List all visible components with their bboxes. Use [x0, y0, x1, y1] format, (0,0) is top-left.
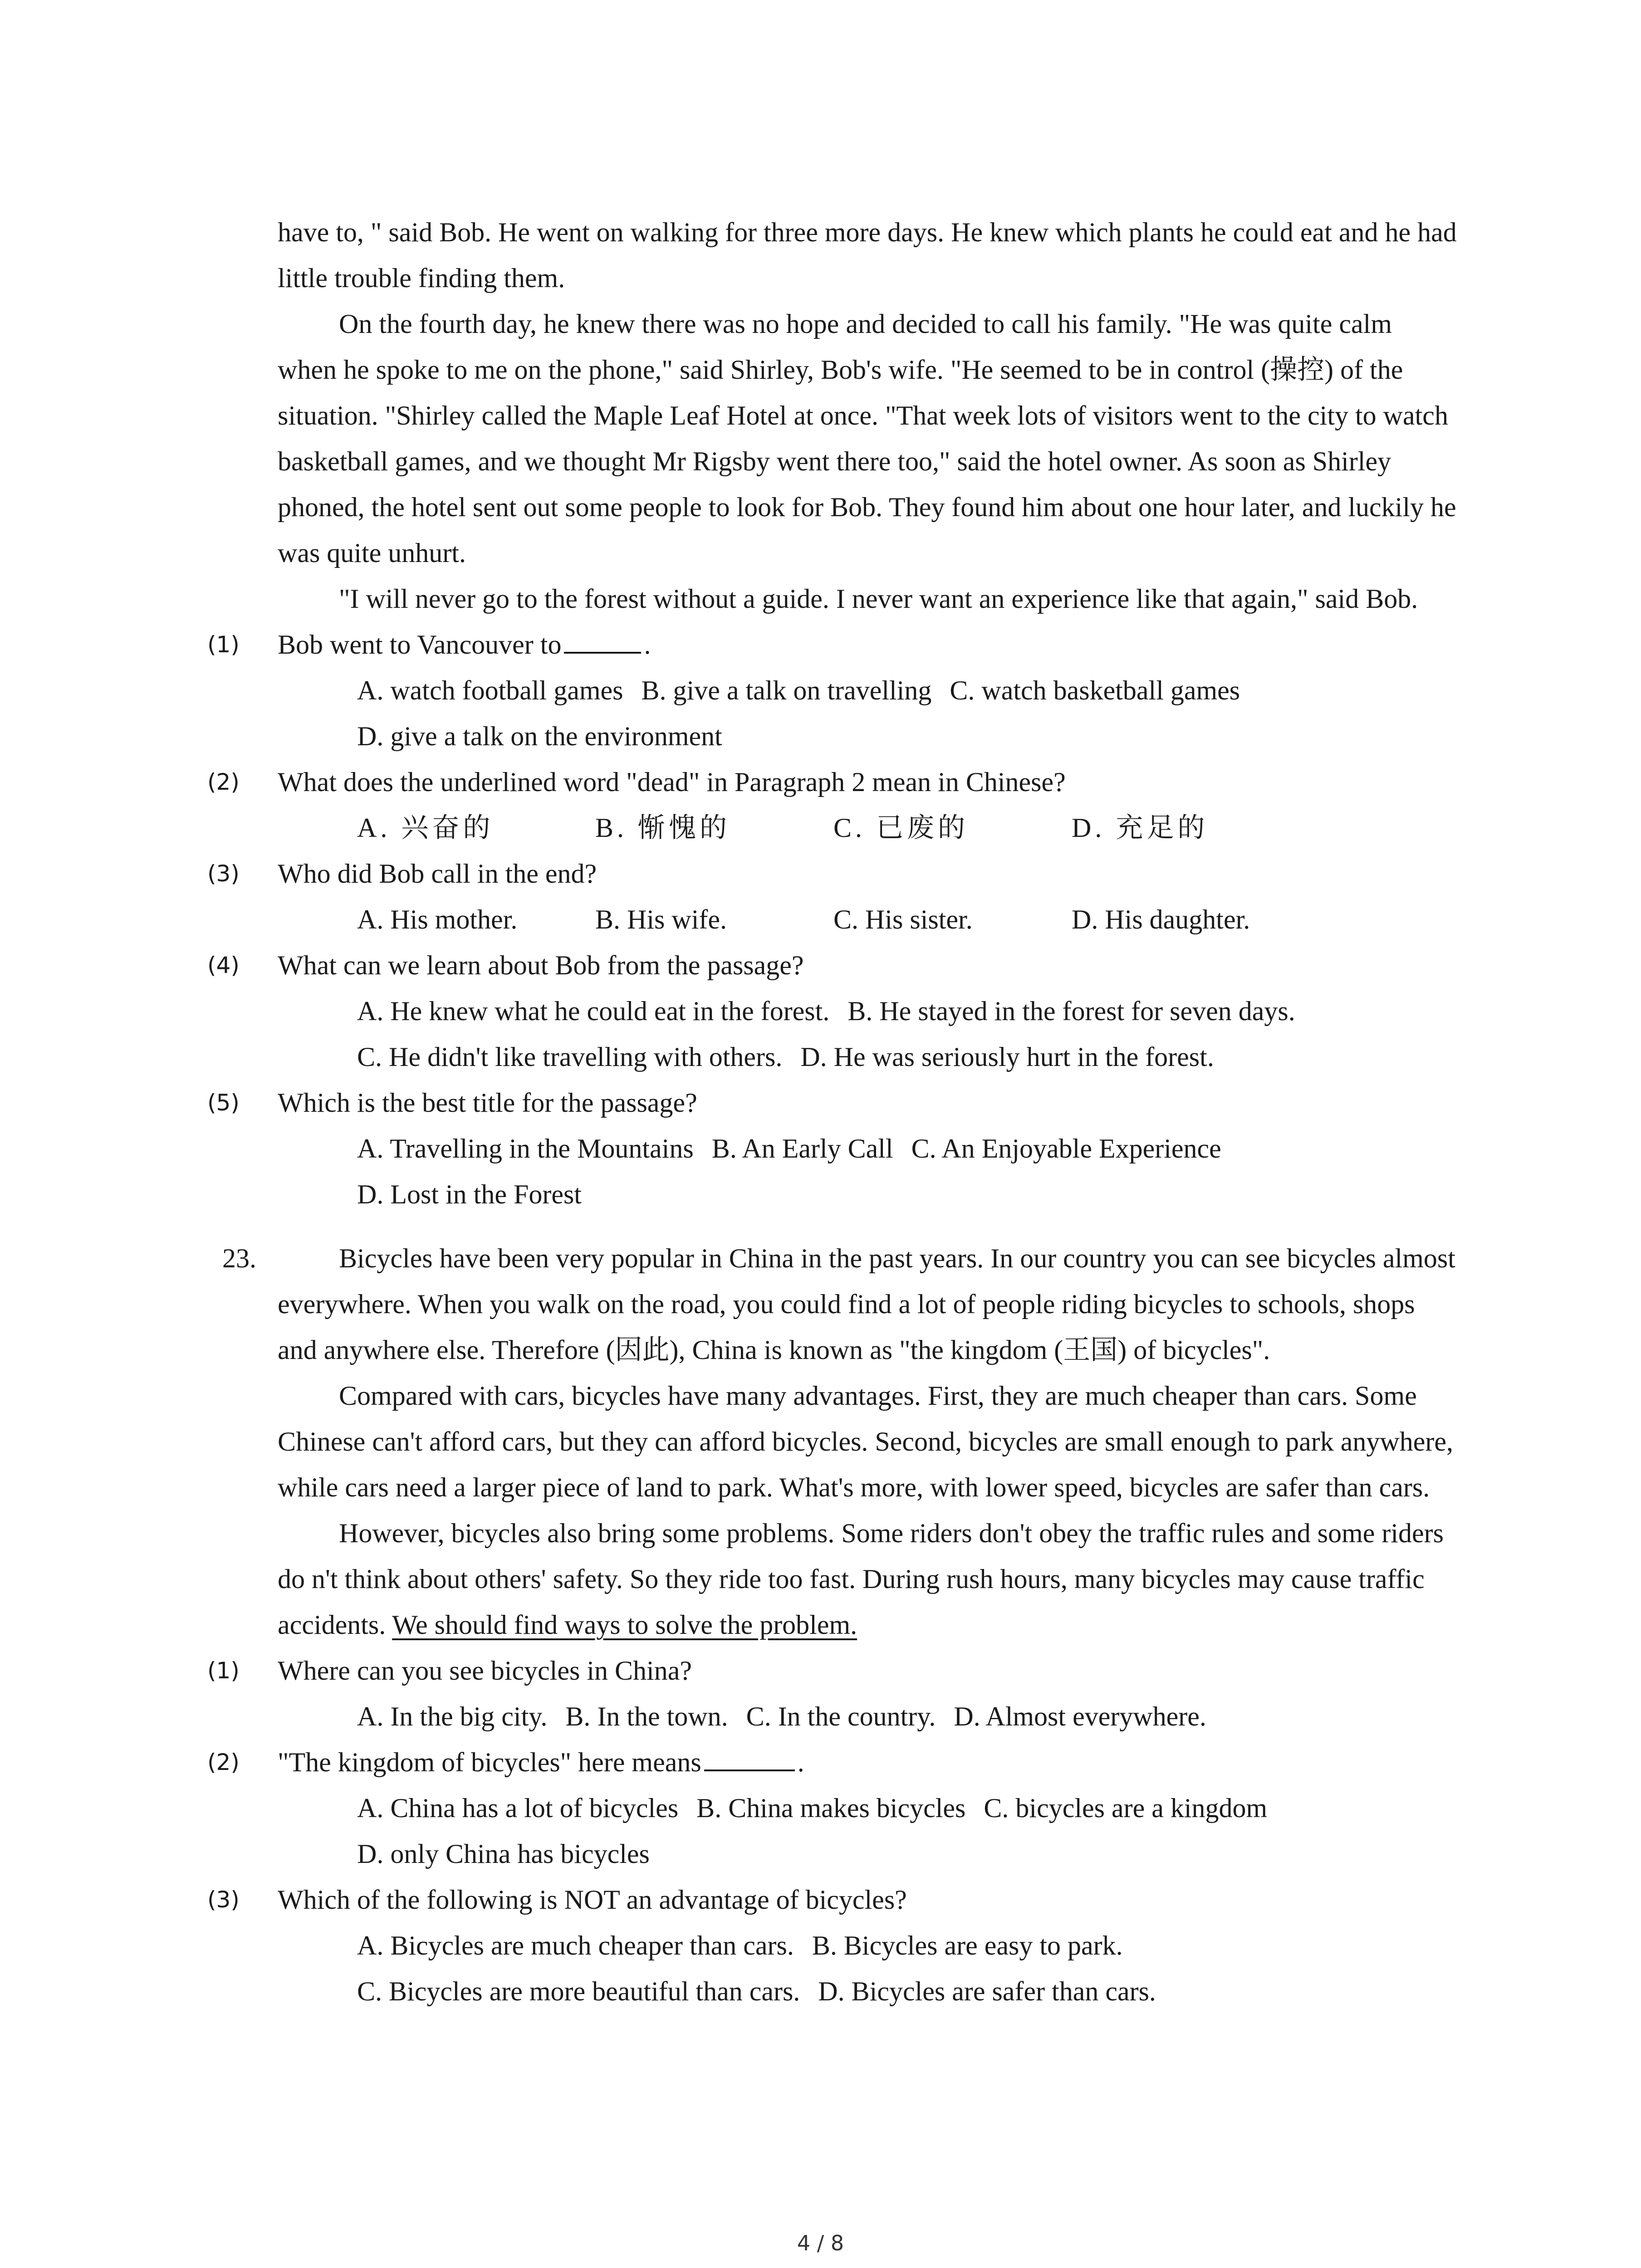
option-c: C. He didn't like travelling with others.	[357, 1042, 783, 1072]
passage23-question-3-options-row-1	[357, 1923, 1457, 1969]
question-number: (2)	[207, 1749, 240, 1775]
question-stem: Which is the best title for the passage?	[278, 1088, 697, 1118]
page-content	[207, 210, 1457, 2014]
option-a: A. watch football games	[357, 675, 623, 705]
option-a: A. He knew what he could eat in the forest.	[357, 996, 830, 1026]
question-number: (1)	[207, 1657, 240, 1684]
passage22-question-3-options	[357, 897, 1457, 943]
passage23-paragraph-2: Compared with cars, bicycles have many advantages. First, they are much cheaper than cars. Some Chinese can't afford cars, but they can afford bicycles. Second, bicycles are small enough to park anywhere, while cars need a larger piece of land to park. What's more, with lower speed, bicycles are safer than cars.	[278, 1381, 1453, 1502]
option-c: C. 已废的	[833, 813, 969, 843]
option-b: B. He stayed in the forest for seven days.	[847, 996, 1295, 1026]
passage22-question-4	[207, 943, 1457, 988]
passage22-question-2	[207, 759, 1457, 805]
option-a: A. 兴奋的	[357, 813, 494, 843]
option-d: D. 充足的	[1072, 813, 1209, 843]
option-d: D. give a talk on the environment	[357, 721, 722, 751]
option-d: D. Lost in the Forest	[357, 1179, 582, 1209]
option-a: A. In the big city.	[357, 1701, 548, 1731]
passage23-question-3-options-row-2	[357, 1969, 1457, 2014]
option-d: D. Bicycles are safer than cars.	[818, 1976, 1156, 2006]
question-number: (2)	[207, 769, 240, 795]
option-b: B. give a talk on travelling	[641, 675, 932, 705]
question-number: (5)	[207, 1090, 240, 1116]
passage22-paragraph-2: On the fourth day, he knew there was no hope and decided to call his family. "He was quite calm when he spoke to me on the phone," said Shirley, Bob's wife. "He seemed to be in control (操控) of the situation. "Shirley called the Maple Leaf Hotel at once. "That week lots of visitors went to the city to watch basketball games, and we thought Mr Rigsby went there too," said the hotel owner. As soon as Shirley phoned, the hotel sent out some people to look for Bob. They found him about one hour later, and luckily he was quite unhurt.	[278, 309, 1456, 568]
passage23-paragraph-1: Bicycles have been very popular in China in the past years. In our country you can see bicycles almost everywhere. When you walk on the road, you could find a lot of people riding bicycles to schools, shops and anywhere else. Therefore (因此), China is known as "the kingdom (王国) of bicycles".	[278, 1243, 1455, 1365]
passage22-question-5	[207, 1080, 1457, 1126]
question-stem: What does the underlined word "dead" in Paragraph 2 mean in Chinese?	[278, 767, 1066, 797]
option-a: A. China has a lot of bicycles	[357, 1793, 679, 1823]
option-c: C. His sister.	[833, 904, 973, 934]
option-b: B. In the town.	[565, 1701, 728, 1731]
question-stem: Bob went to Vancouver to	[278, 630, 562, 660]
option-d: D. He was seriously hurt in the forest.	[800, 1042, 1214, 1072]
answer-blank	[564, 627, 641, 654]
passage23-paragraph-3	[278, 1510, 1457, 1648]
underlined-sentence: We should find ways to solve the problem.	[392, 1610, 857, 1640]
question-number: (3)	[207, 860, 240, 887]
option-b: B. 惭愧的	[595, 813, 731, 843]
paragraph-text: However, bicycles also bring some problems. Some riders don't obey the traffic rules and some riders do n't think about others' safety. So they ride too fast. During rush hours, many bicycles may cause traffic accidents.	[278, 1518, 1444, 1640]
option-c: C. An Enjoyable Experience	[911, 1134, 1221, 1163]
option-b: B. China makes bicycles	[696, 1793, 966, 1823]
question-stem: Which of the following is NOT an advantage of bicycles?	[278, 1885, 907, 1915]
answer-blank	[704, 1745, 795, 1771]
passage23	[222, 1236, 1457, 1648]
option-c: C. Bicycles are more beautiful than cars.	[357, 1976, 800, 2006]
passage23-question-2-options	[357, 1785, 1457, 1831]
option-a: A. Bicycles are much cheaper than cars.	[357, 1931, 794, 1960]
option-d: D. His daughter.	[1072, 904, 1250, 934]
passage23-question-1	[207, 1648, 1457, 1694]
question-number: (4)	[207, 952, 240, 978]
question-stem-end: .	[644, 630, 651, 660]
passage22-question-5-options	[357, 1126, 1457, 1172]
option-c: C. bicycles are a kingdom	[984, 1793, 1268, 1823]
option-d: D. only China has bicycles	[357, 1839, 650, 1869]
passage23-question-2	[207, 1740, 1457, 1785]
option-b: B. Bicycles are easy to park.	[812, 1931, 1123, 1960]
option-c: C. watch basketball games	[950, 675, 1240, 705]
question-stem: Where can you see bicycles in China?	[278, 1656, 692, 1686]
question-stem: Who did Bob call in the end?	[278, 859, 597, 889]
passage22-question-1-options	[357, 668, 1457, 714]
option-a: A. Travelling in the Mountains	[357, 1134, 694, 1163]
passage23-question-3	[207, 1877, 1457, 1923]
option-b: B. An Early Call	[711, 1134, 893, 1163]
passage22-question-2-options	[357, 805, 1457, 851]
question-number: (1)	[207, 631, 240, 658]
passage-number: 23.	[222, 1243, 256, 1273]
question-number: (3)	[207, 1887, 240, 1913]
option-a: A. His mother.	[357, 904, 518, 934]
option-d: D. Almost everywhere.	[954, 1701, 1206, 1731]
question-stem-end: .	[797, 1747, 804, 1777]
question-stem: "The kingdom of bicycles" here means	[278, 1747, 701, 1777]
passage22-question-1	[207, 622, 1457, 668]
passage22-question-3	[207, 851, 1457, 897]
passage22-paragraph-1-tail: have to, " said Bob. He went on walking for three more days. He knew which plants he could eat and he had little trouble finding them.	[278, 217, 1457, 293]
passage22-paragraph-3: "I will never go to the forest without a guide. I never want an experience like that again," said Bob.	[339, 584, 1418, 614]
page-number: 4 / 8	[797, 2231, 844, 2255]
passage23-question-1-options	[357, 1694, 1457, 1740]
option-b: B. His wife.	[595, 904, 727, 934]
passage22-question-4-options-row-2	[357, 1034, 1457, 1080]
question-stem: What can we learn about Bob from the passage?	[278, 950, 804, 980]
option-c: C. In the country.	[746, 1701, 936, 1731]
passage22-question-4-options-row-1	[357, 988, 1457, 1034]
